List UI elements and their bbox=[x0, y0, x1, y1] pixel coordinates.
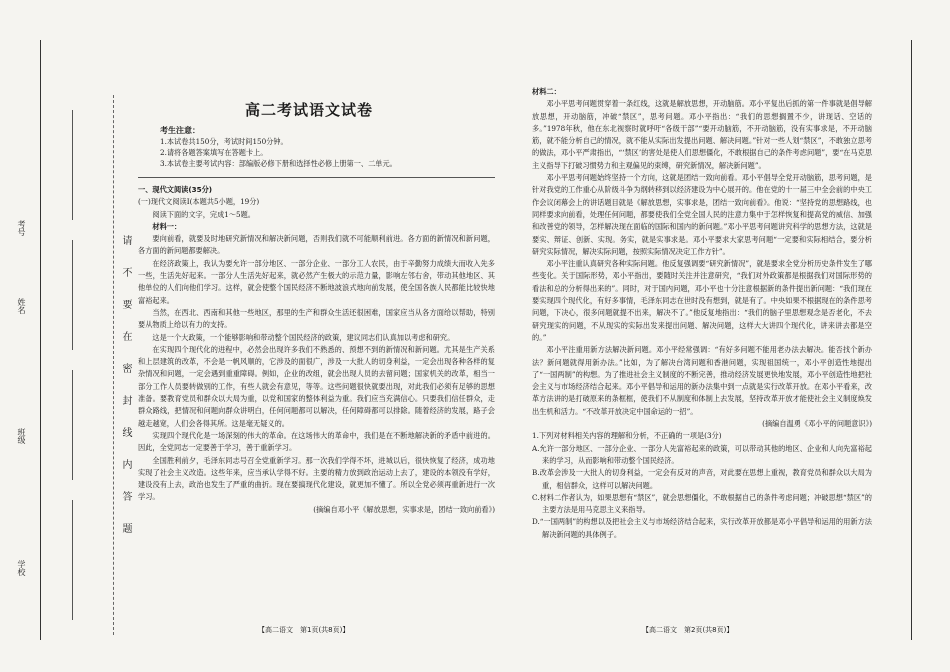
option-c: C.材料二作者认为，如果思想有“禁区”，就会思想僵化，不敢根据自己的条件考虑问题；冲破思想“禁区”的主要方法是用马克思主义来指导。 bbox=[532, 492, 872, 515]
left-column bbox=[138, 0, 495, 672]
material-label: 材料二： bbox=[532, 87, 561, 96]
subsection-heading: (一)现代文阅读Ⅰ(本题共5小题，19分) bbox=[138, 197, 260, 207]
paragraph: 邓小平注重认真研究各种实际问题。他反复强调要“研究新情况”，就是要求全党分析历史条件发生了哪些变化。关于国际形势，邓小平指出，要随时关注并注意研究，“我们对外政策都是根据我们对国际形势的看法和总的分析得出来的”。同时，对于国内问题，邓小平也十分注意根据新的条件提出新问题：“我们现在要实现四个现代化，有好多事情，毛泽东同志在世时没有想到，就是有了。中央如果不根据现在的条件思考问题，下决心，很多问题就提不出来，解决不了。”他反复地指出：“我们的脑子里思想观念是否老化，不去研究现实的问题，不从现实的实际出发来提出问题、解决问题，这样大大讲四个现代化，讲来讲去都是空的。” bbox=[532, 259, 872, 342]
notice-item: 1.本试卷共150分，考试时间150分钟。 bbox=[160, 137, 288, 146]
label-school: 学校 bbox=[17, 560, 26, 576]
instruction: 阅读下面的文字，完成1～5题。 bbox=[152, 209, 255, 219]
section-heading: 一、现代文阅读(35分) bbox=[138, 185, 213, 194]
notice-item: 3.本试卷主要考试内容：部编版必修下册和选择性必修上册第一、二单元。 bbox=[160, 159, 397, 168]
left-body bbox=[138, 184, 495, 516]
label-name: 姓名 bbox=[17, 298, 26, 314]
page-footer: 【高二语文 第1页(共8页)】 bbox=[258, 626, 350, 634]
paragraph: 邓小平思考问题贯穿着一条红线，这就是解放思想，开动脑筋。邓小平复出后抓的第一件事就是倡导解放思想，开动脑筋，冲破“禁区”，思考问题。邓小平指出：“我们的思想搁置不少，讲现话、空话的多。”1978年秋，他在东北视察时就呼吁“各级干部”“要开动脑筋，不开动脑筋，没有实事求是，不开动脑筋，就不能分析自己的情况，就不能从实际出发提出问题、解决问题。”针对一些人划“禁区”，不敢独立思考的做法，邓小平严肃指出，“‘禁区’的害处是使人们思想僵化，不敢根据自己的条件考虑问题”，要“在马克思主义指导下打破习惯势力和主观偏见的束缚，研究新情况，解决新问题”。 bbox=[532, 99, 872, 170]
material-label: 材料一： bbox=[152, 221, 182, 231]
paragraph: 邓小平注重用新方法解决新问题。邓小平经常强调：“有好多问题不能用老办法去解决。能否找个新办法？新问题就得用新办法。”比如，为了解决台湾问题和香港问题，实现祖国统一，邓小平创造性地提出了“一国两制”的构想。为了推进社会主义制度的不断完善，推动经济发展更快地发展，邓小平创造性地把社会主义与市场经济结合起来。邓小平倡导和运用的新办法集中到一点就是实行改革开放。在邓小平看来，改革方法讲的是打破原来的条框框，使我们不从制度和体制上去发展，坚持改革开放才能使社会主义制度焕发出生机和活力。“不改革开放决定中国命运的一招”。 bbox=[532, 345, 872, 416]
option-a: A.允许一部分地区、一部分企业、一部分人先富裕起来的政策，可以带动其他的地区、企业和人向先富裕起来的学习，从而影响和带动整个国民经济。 bbox=[532, 443, 872, 465]
question-1 bbox=[532, 430, 872, 541]
question-stem: 1.下列对材料相关内容的理解和分析，不正确的一项是(3分) bbox=[532, 431, 722, 441]
notice-title: 考生注意： bbox=[160, 126, 200, 135]
page-footer: 【高二语文 第2页(共8页)】 bbox=[642, 626, 734, 634]
source-citation: (摘编自温勇《邓小平的问题意识》) bbox=[762, 419, 872, 429]
option-d: D.“一国两制”的构想以及把社会主义与市场经济结合起来，实行改革开放都是邓小平倡导和运用的用新方法解决新问题的具体例子。 bbox=[532, 517, 872, 539]
right-body bbox=[532, 86, 872, 541]
seal-text: 请不要在密封线内答题 bbox=[120, 235, 131, 555]
label-class: 班级 bbox=[17, 428, 26, 444]
paragraph: 实现四个现代化是一场深刻的伟大的革命。在这场伟大的革命中，我们是在不断地解决新的矛盾中前进的。因此，全党同志一定要善于学习，善于重新学习。 bbox=[138, 430, 495, 453]
option-b: B.改革会涉及一大批人的切身利益，一定会有反对的声音，对此要在思想上重视，教育党员和群众以大局为重，相信群众，这样可以解决问题。 bbox=[532, 468, 872, 490]
label-exam-number: 考号 bbox=[17, 220, 26, 236]
source-citation: (摘编自邓小平《解放思想，实事求是，团结一致向前看》) bbox=[313, 504, 495, 514]
paragraph: 在经济政策上，我认为要允许一部分地区、一部分企业、一部分工人农民，由于辛勤努力成绩大而收入先多一些，生活先好起来。一部分人生活先好起来，就必然产生极大的示范力量，影响左邻右舍，带动其他地区、其他单位的人们向他们学习。这样，就会使整个国民经济不断地波浪式地向前发展，使全国各族人民都能比较快地富裕起来。 bbox=[138, 258, 495, 305]
right-column bbox=[532, 0, 872, 672]
paragraph: 这是一个大政策，一个能够影响和带动整个国民经济的政策，建议同志们认真加以考虑和研究。 bbox=[152, 332, 455, 342]
notice-item: 2.请将各题答案填写在答题卡上。 bbox=[160, 148, 268, 157]
exam-title: 高二考试语文试卷 bbox=[245, 101, 374, 119]
binding-margin bbox=[0, 40, 40, 640]
paragraph: 当然，在西北、西南和其他一些地区，那里的生产和群众生活还很困难，国家应当从各方面给以帮助，特别要从物质上给以有力的支持。 bbox=[138, 307, 495, 330]
paragraph: 全国胜利前夕，毛泽东同志号召全党重新学习。那一次我们学得不坏，进城以后，很快恢复了经济，成功地实现了社会主义改造。这些年来，应当承认学得不好。主要的精力放到政治运动上去了，建设的本领没有学好，建设没有上去，政治也发生了严重的曲折。现在要搞现代化建设，就更加不懂了。所以全党必须再重新进行一次学习。 bbox=[138, 455, 495, 502]
paragraph: 邓小平思考问题始终坚持一个方向，这就是团结一致向前看。邓小平倡导全党开动脑筋，思考问题，是针对我党的工作重心从阶级斗争为纲转移到以经济建设为中心展开的。他在党的十一届三中全会前的中央工作会议闭幕会上的讲话题目就是《解放思想，实事求是，团结一致向前看》。他说：“坚持党的思想路线，也同样要求向前看，处理任何问题，都要使我们全党全国人民的注意力集中于怎样恢复和提高党的威信、加强和改善党的领导，怎样解决现在面临的国际和国内的新问题。”邓小平思考问题讲究科学的思想方法，这就是要实、辩证、创新、实现。务实，就是实事求是。邓小平要求大家思考问题“一定要和实际相结合，要分析研究实际情况，解决实际问题，按照实际情况决定工作方针”。 bbox=[532, 173, 872, 256]
paragraph: 在实现四个现代化的进程中，必然会出现许多我们不熟悉的、预想不到的新情况和新问题。尤其是生产关系和上层建筑的改革，不会是一帆风顺的，它涉及的面很广，涉及一大批人的切身利益，一定会出现各种各样的复杂情况和问题，一定会遇到重重障碍。例如，企业的改组，就会出现人员的去留问题；国家机关的改革，相当一部分工作人员要转做别的工作，有些人就会有意见，等等。这些问题很快就要出现，对此我们必须有足够的思想准备。要教育党员和群众以大局为重，以党和国家的整体利益为重。我们应当充满信心。只要我们信任群众，走群众路线，把情况和问题向群众讲明白，任何问题都可以解决，任何障碍都可以排除。随着经济的发展，路子会越走越宽，人们会各得其所。这是毫无疑义的。 bbox=[138, 344, 495, 428]
paragraph: 要向前看，就要及时地研究新情况和解决新问题，否则我们就不可能顺利前进。各方面的新情况和新问题，各方面的新问题都要解决。 bbox=[138, 234, 495, 256]
